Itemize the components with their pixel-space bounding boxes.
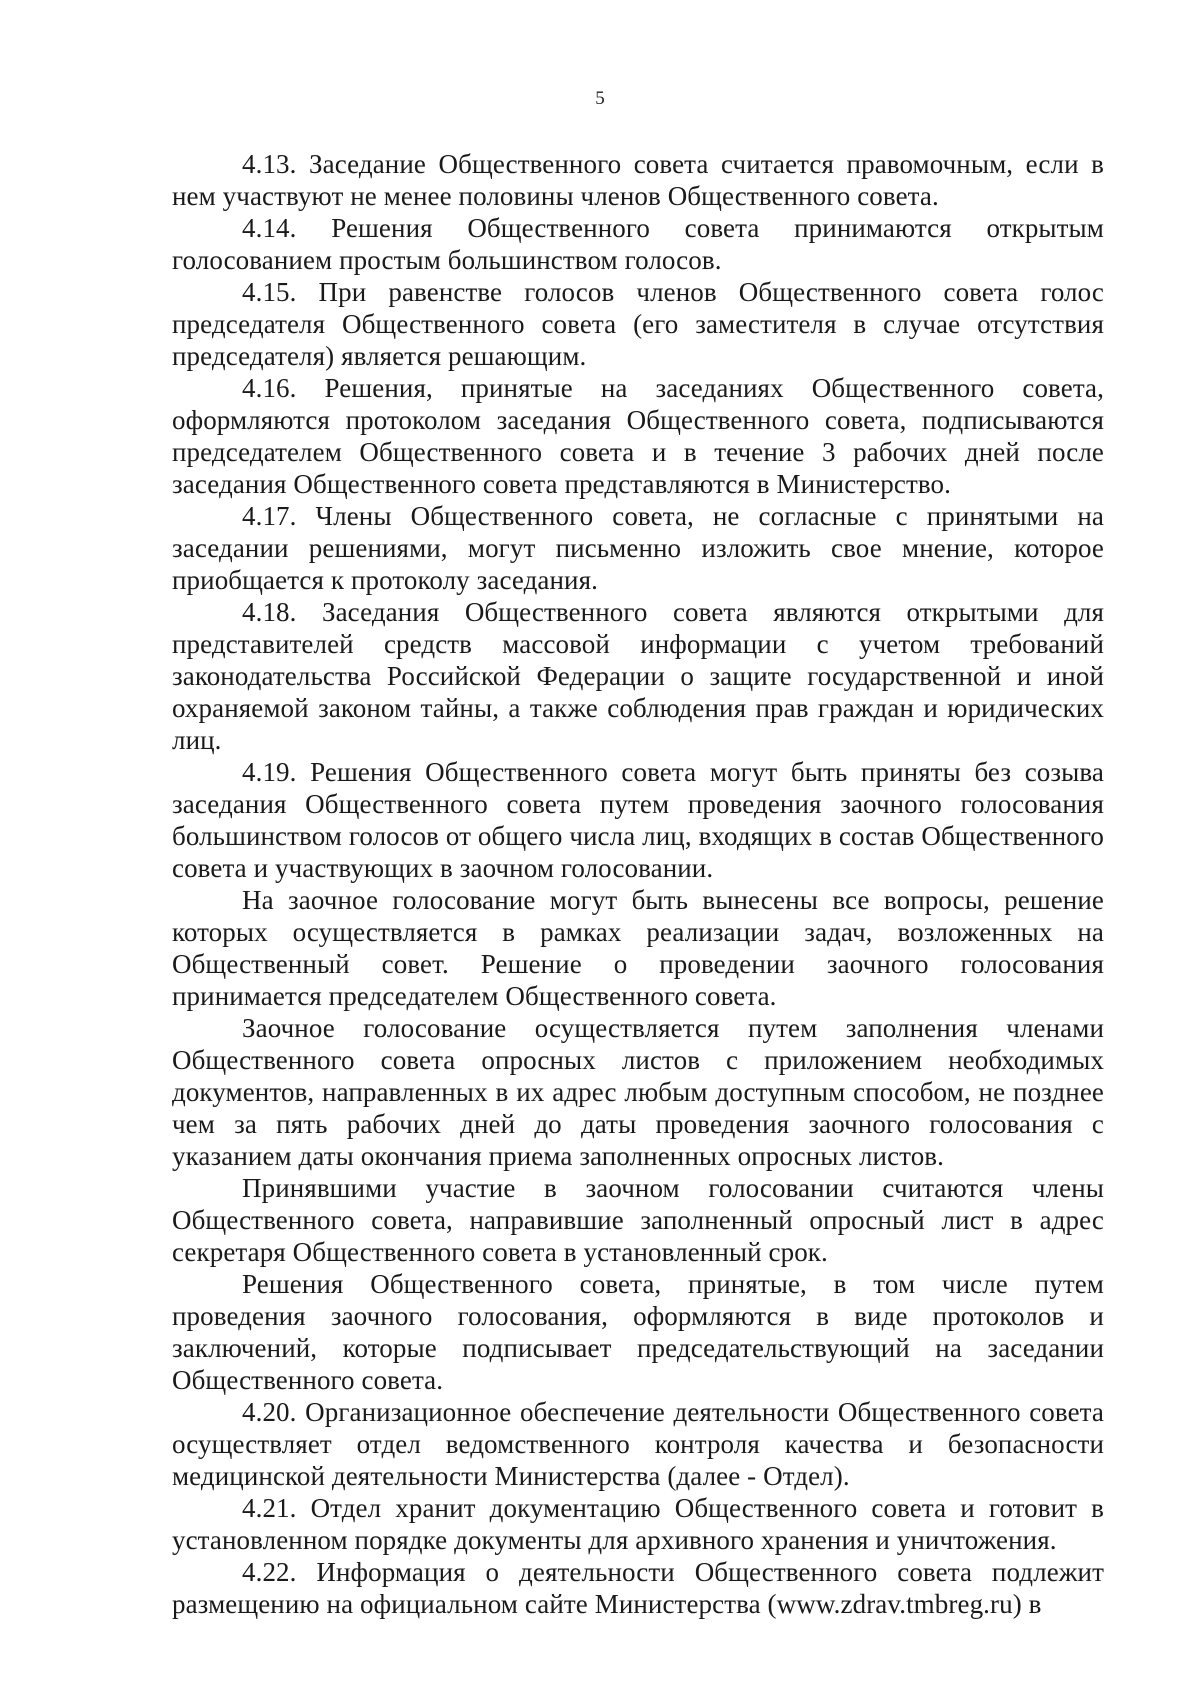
paragraph-4-20: 4.20. Организационное обеспечение деятельности Общественного совета осуществляет отдел ведомственного контроля качества и безопасности медицинской деятельности Министерства (далее - Отдел). (172, 1397, 1104, 1491)
paragraph-absentee-vote-decisions: Решения Общественного совета, принятые, в том числе путем проведения заочного голосования, оформляются в виде протоколов и заключений, которые подписывает председательствующий на заседании Общественного совета. (172, 1269, 1104, 1395)
paragraph-4-22: 4.22. Информация о деятельности Общественного совета подлежит размещению на официальном сайте Министерства (www.zdrav.tmbreg.ru) в (172, 1557, 1104, 1619)
paragraph-4-15: 4.15. При равенстве голосов членов Общественного совета голос председателя Общественного совета (его заместителя в случае отсутствия председателя) является решающим. (172, 277, 1104, 371)
paragraph-4-17: 4.17. Члены Общественного совета, не согласные с принятыми на заседании решениями, могут письменно изложить свое мнение, которое приобщается к протоколу заседания. (172, 501, 1104, 595)
paragraph-4-16: 4.16. Решения, принятые на заседаниях Общественного совета, оформляются протоколом заседания Общественного совета, подписываются председателем Общественного совета и в течение 3 рабочих дней после заседания Общественного совета представляются в Министерство. (172, 373, 1104, 499)
paragraph-4-14: 4.14. Решения Общественного совета принимаются открытым голосованием простым большинством голосов. (172, 213, 1104, 275)
paragraph-absentee-vote-participants: Принявшими участие в заочном голосовании считаются члены Общественного совета, направившие заполненный опросный лист в адрес секретаря Общественного совета в установленный срок. (172, 1173, 1104, 1267)
paragraph-4-18: 4.18. Заседания Общественного совета являются открытыми для представителей средств массовой информации с учетом требований законодательства Российской Федерации о защите государственной и иной охраняемой законом тайны, а также соблюдения прав граждан и юридических лиц. (172, 597, 1104, 755)
paragraph-4-19: 4.19. Решения Общественного совета могут быть приняты без созыва заседания Общественного совета путем проведения заочного голосования большинством голосов от общего числа лиц, входящих в состав Общественного совета и участвующих в заочном голосовании. (172, 757, 1104, 883)
paragraph-4-13: 4.13. Заседание Общественного совета считается правомочным, если в нем участвуют не менее половины членов Общественного совета. (172, 149, 1104, 211)
paragraph-4-21: 4.21. Отдел хранит документацию Общественного совета и готовит в установленном порядке документы для архивного хранения и уничтожения. (172, 1493, 1104, 1555)
paragraph-absentee-vote-procedure: Заочное голосование осуществляется путем заполнения членами Общественного совета опросных листов с приложением необходимых документов, направленных в их адрес любым доступным способом, не позднее чем за пять рабочих дней до даты проведения заочного голосования с указанием даты окончания приема заполненных опросных листов. (172, 1013, 1104, 1171)
page-number: 5 (595, 88, 605, 109)
document-body (172, 148, 1104, 1620)
paragraph-absentee-vote-questions: На заочное голосование могут быть вынесены все вопросы, решение которых осуществляется в рамках реализации задач, возложенных на Общественный совет. Решение о проведении заочного голосования принимается председателем Общественного совета. (172, 885, 1104, 1011)
